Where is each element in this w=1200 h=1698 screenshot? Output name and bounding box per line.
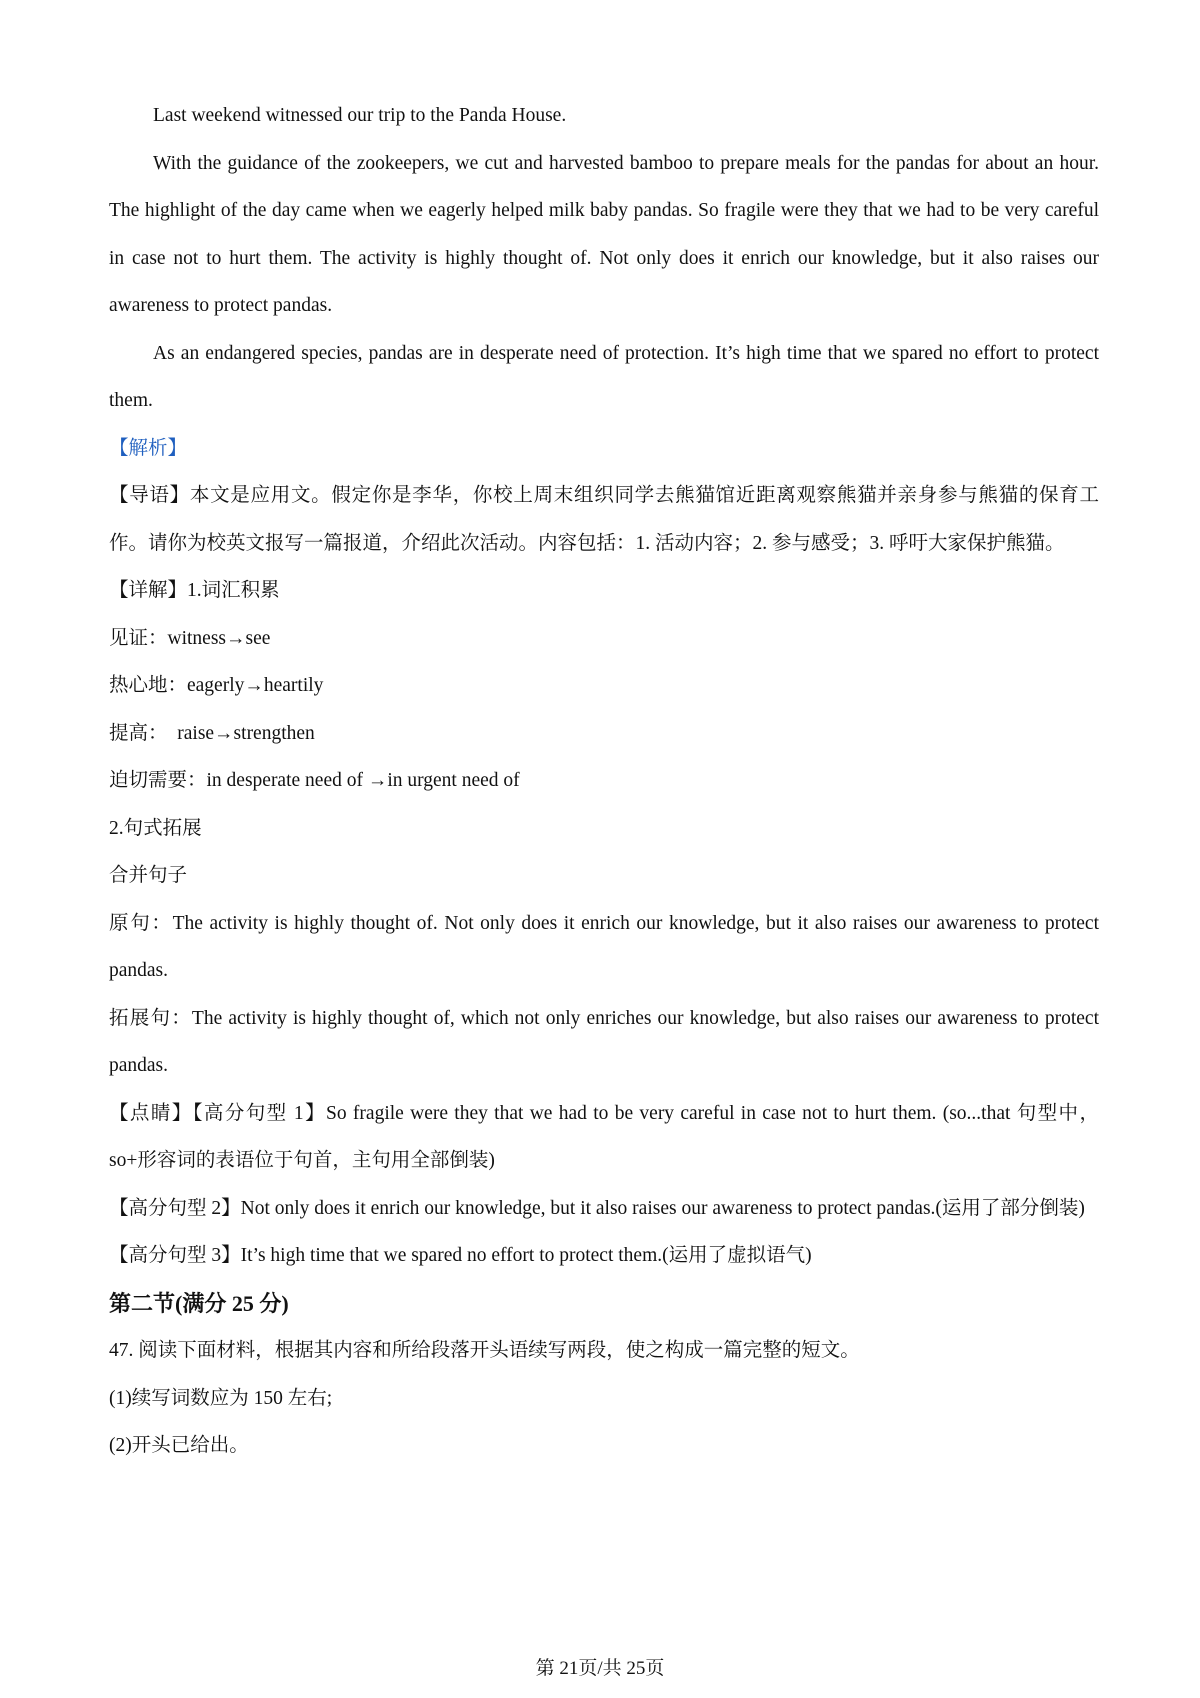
page-content: [109, 92, 1099, 1470]
detail-heading: 【详解】1.词汇积累: [109, 580, 280, 601]
vocab-item: 迫切需要：in desperate need of →in urgent need of: [109, 770, 520, 791]
merge-heading: 合并句子: [109, 865, 188, 886]
vocab-item: 见证：witness→see: [109, 627, 271, 649]
question-47: 47. 阅读下面材料，根据其内容和所给段落开头语续写两段，使之构成一篇完整的短文。: [109, 1340, 860, 1361]
expanded-sentence: 拓展句：The activity is highly thought of, which not only enriches our knowledge, but also raises our awareness to protect pandas.: [109, 1007, 1099, 1076]
analysis-intro: 【导语】本文是应用文。假定你是李华，你校上周末组织同学去熊猫馆近距离观察熊猫并亲身参与熊猫的保育工作。请你为校英文报写一篇报道，介绍此次活动。内容包括：1. 活动内容；2. 参与感受；3. 呼吁大家保护熊猫。: [109, 485, 1099, 554]
highlight-sentence-1: 【点睛】【高分句型 1】So fragile were they that we had to be very careful in case not to hurt them. (so...that 句型中，so+形容词的表语位于句首，主句用全部倒装): [109, 1102, 1099, 1171]
highlight-sentence-3: 【高分句型 3】It’s high time that we spared no effort to protect them.(运用了虚拟语气): [109, 1245, 812, 1266]
requirement-1: (1)续写词数应为 150 左右;: [109, 1387, 333, 1409]
analysis-heading: 【解析】: [109, 437, 188, 459]
essay-paragraph-2: With the guidance of the zookeepers, we cut and harvested bamboo to prepare meals for the pandas for about an hour. The highlight of the day came when we eagerly helped milk baby pandas. So fragile were they that we had to be very careful in case not to hurt them. The activity is highly thought of. Not only does it enrich our knowledge, but it also raises our awareness to protect pandas.: [109, 152, 1099, 316]
page-number-footer: 第 21页/共 25页: [535, 1658, 665, 1679]
section-title: 第二节(满分 25 分): [109, 1290, 289, 1316]
vocab-item: 提高： raise→strengthen: [109, 722, 315, 744]
sentence-heading: 2.句式拓展: [109, 817, 202, 839]
highlight-sentence-2: 【高分句型 2】Not only does it enrich our knowledge, but it also raises our awareness to protect pandas.(运用了部分倒装): [109, 1197, 1085, 1219]
essay-paragraph-1: Last weekend witnessed our trip to the Panda House.: [153, 105, 567, 126]
requirement-2: (2)开头已给出。: [109, 1435, 249, 1456]
essay-paragraph-3: As an endangered species, pandas are in desperate need of protection. It’s high time that we spared no effort to protect them.: [109, 342, 1099, 411]
original-sentence: 原句：The activity is highly thought of. Not only does it enrich our knowledge, but it also raises our awareness to protect pandas.: [109, 912, 1099, 981]
vocab-item: 热心地：eagerly→heartily: [109, 675, 324, 696]
